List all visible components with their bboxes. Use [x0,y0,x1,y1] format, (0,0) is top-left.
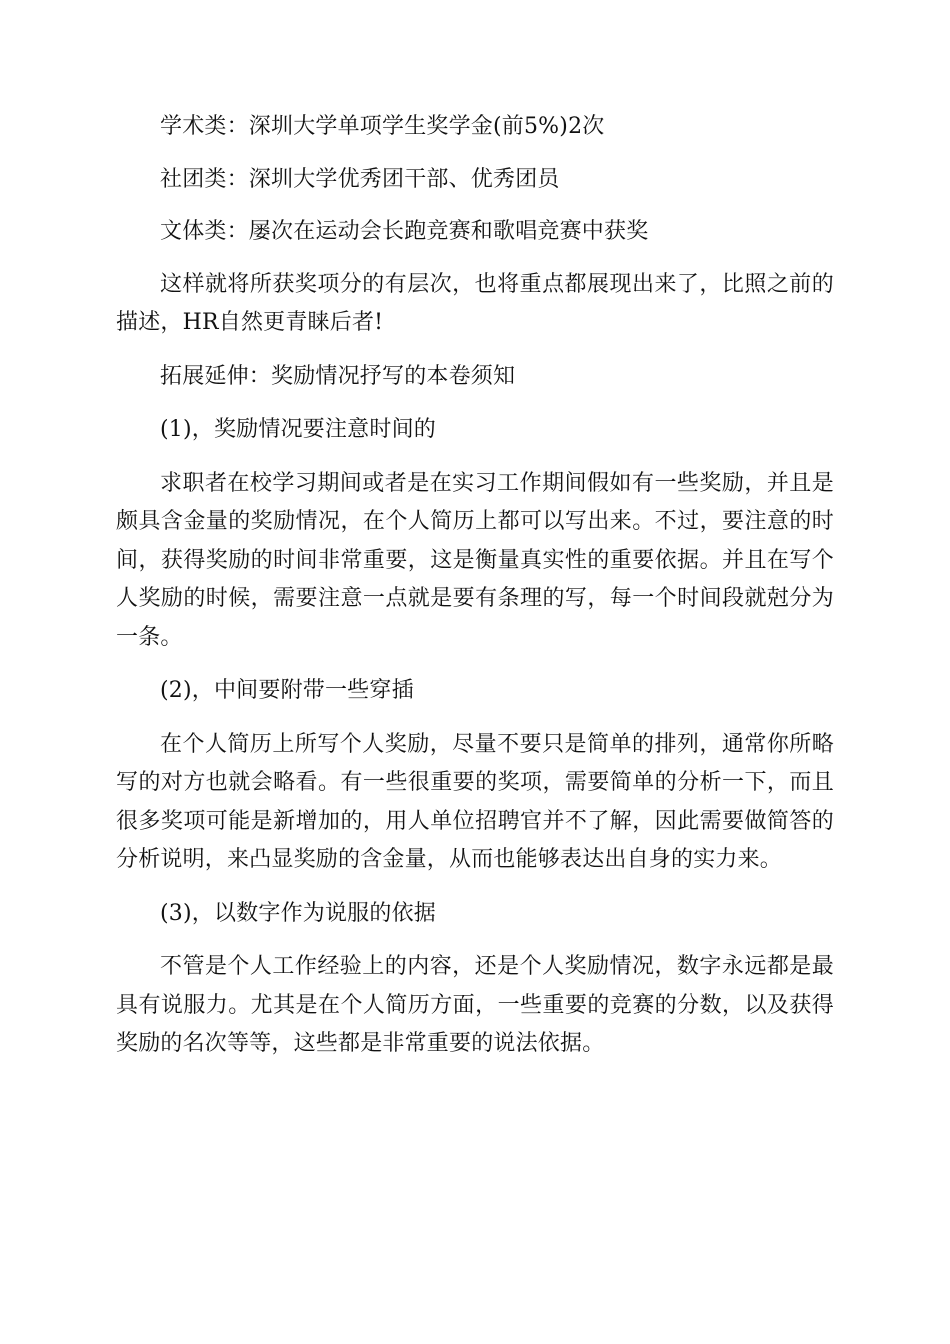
point-2-heading: (2)，中间要附带一些穿插 [160,678,414,703]
point-2-body: 在个人简历上所写个人奖励，尽量不要只是简单的排列，通常你所略写的对方也就会略看。有一些很重要的奖项，需要简单的分析一下，而且很多奖项可能是新增加的，用人单位招聘官并不了解，因此需要做简答的分析说明，来凸显奖励的含金量，从而也能够表达出自身的实力来。 [116,731,834,872]
award-club: 社团类：深圳大学优秀团干部、优秀团员 [160,166,560,192]
point-1-body: 求职者在校学习期间或者是在实习工作期间假如有一些奖励，并且是颇具含金量的奖励情况，在个人简历上都可以写出来。不过，要注意的时间，获得奖励的时间非常重要，这是衡量真实性的重要依据。并且在写个人奖励的时候，需要注意一点就是要有条理的写，每一个时间段就尅分为一条。 [116,470,834,650]
point-3-heading: (3)，以数字作为说服的依据 [160,900,436,926]
award-academic: 学术类：深圳大学单项学生奖学金(前5%)2次 [160,114,605,139]
summary-paragraph: 这样就将所获奖项分的有层次，也将重点都展现出来了，比照之前的描述，HR自然更青睐后者! [116,271,834,335]
award-sports-arts: 文体类：屡次在运动会长跑竞赛和歌唱竞赛中获奖 [160,219,649,244]
point-1-heading: (1)，奖励情况要注意时间的 [160,417,436,442]
document-body [116,108,834,1064]
section-heading: 拓展延伸：奖励情况抒写的本卷须知 [160,363,516,389]
point-3-body: 不管是个人工作经验上的内容，还是个人奖励情况，数字永远都是最具有说服力。尤其是在个人简历方面，一些重要的竞赛的分数，以及获得奖励的名次等等，这些都是非常重要的说法依据。 [116,954,834,1056]
